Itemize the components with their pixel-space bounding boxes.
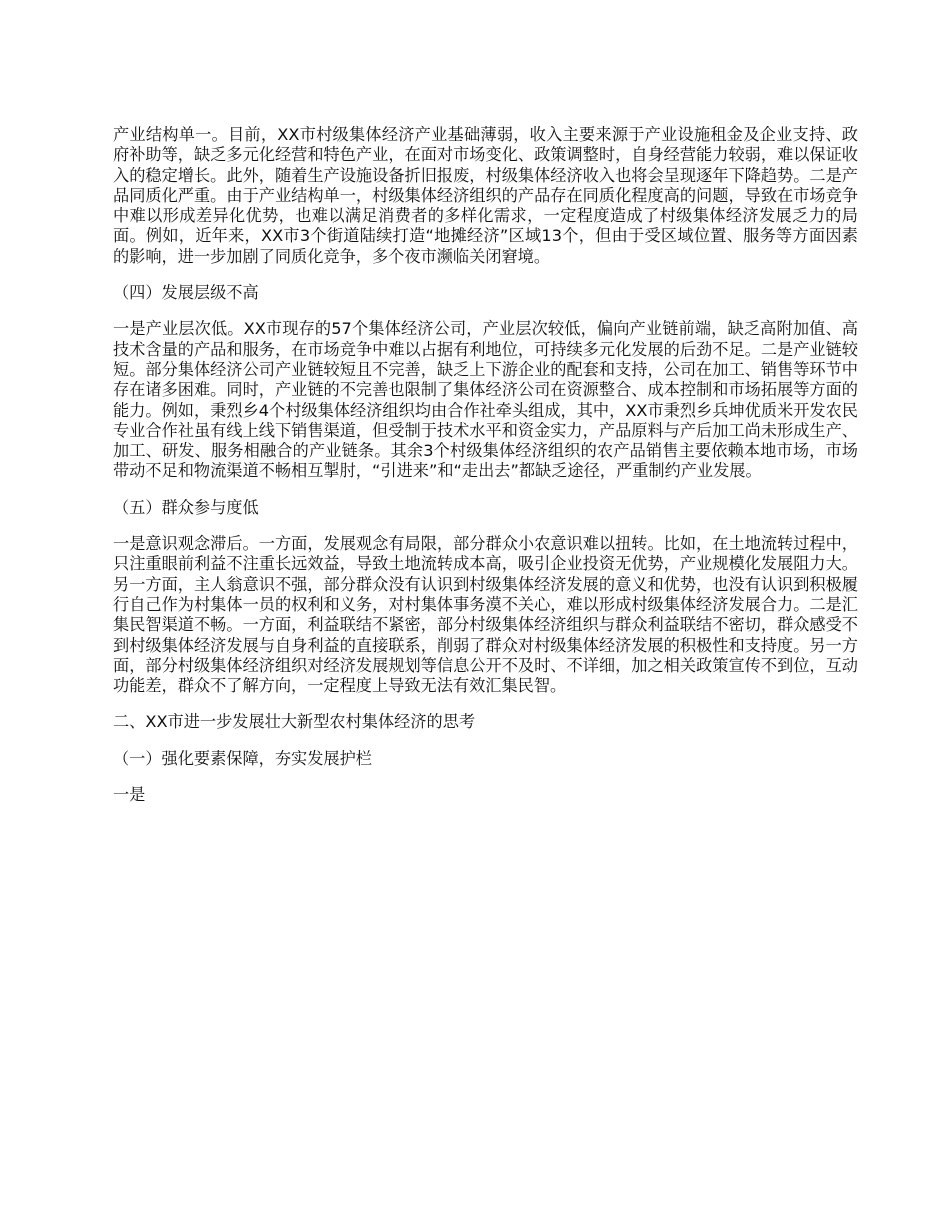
paragraph-public-participation: 一是意识观念滞后。一方面，发展观念有局限，部分群众小农意识难以扭转。比如，在土地流转过程中，只注重眼前利益不注重长远效益，导致土地流转成本高，吸引企业投资无优势，产业规模化发展阻力大。另一方面，主人翁意识不强，部分群众没有认识到村级集体经济发展的意义和优势，也没有认识到积极履行自己作为村集体一员的权利和义务，对村集体事务漠不关心，难以形成村级集体经济发展合力。二是汇集民智渠道不畅。一方面，利益联结不紧密，部分村级集体经济组织与群众利益联结不密切，群众感受不到村级集体经济发展与自身利益的直接联系，削弱了群众对村级集体经济发展的积极性和支持度。另一方面，部分村级集体经济组织对经济发展规划等信息公开不及时、不详细，加之相关政策宣传不到位，互动功能差，群众不了解方向，一定程度上导致无法有效汇集民智。 bbox=[113, 534, 858, 696]
heading-public-participation: （五）群众参与度低 bbox=[113, 497, 259, 517]
paragraph-start-first: 一是 bbox=[113, 785, 146, 805]
subheading-strengthen-factors: （一）强化要素保障，夯实发展护栏 bbox=[113, 748, 372, 768]
section-heading-thoughts: 二、XX市进一步发展壮大新型农村集体经济的思考 bbox=[113, 712, 476, 732]
document-page bbox=[113, 125, 858, 805]
paragraph-industry-structure: 产业结构单一。目前，XX市村级集体经济产业基础薄弱，收入主要来源于产业设施租金及企业支持、政府补助等，缺乏多元化经营和特色产业，在面对市场变化、政策调整时，自身经营能力较弱，难以保证收入的稳定增长。此外，随着生产设施设备折旧报废，村级集体经济收入也将会呈现逐年下降趋势。二是产品同质化严重。由于产业结构单一，村级集体经济组织的产品存在同质化程度高的问题，导致在市场竞争中难以形成差异化优势，也难以满足消费者的多样化需求，一定程度造成了村级集体经济发展乏力的局面。例如，近年来，XX市3个街道陆续打造“地摊经济”区域13个，但由于受区域位置、服务等方面因素的影响，进一步加剧了同质化竞争，多个夜市濒临关闭窘境。 bbox=[113, 125, 858, 266]
heading-development-level: （四）发展层级不高 bbox=[113, 283, 259, 303]
paragraph-development-level: 一是产业层次低。XX市现存的57个集体经济公司，产业层次较低，偏向产业链前端，缺乏高附加值、高技术含量的产品和服务，在市场竞争中难以占据有利地位，可持续多元化发展的后劲不足。二是产业链较短。部分集体经济公司产业链较短且不完善，缺乏上下游企业的配套和支持，公司在加工、销售等环节中存在诸多困难。同时，产业链的不完善也限制了集体经济公司在资源整合、成本控制和市场拓展等方面的能力。例如，秉烈乡4个村级集体经济组织均由合作社牵头组成，其中，XX市秉烈乡兵坤优质米开发农民专业合作社虽有线上线下销售渠道，但受制于技术水平和资金实力，产品原料与产后加工尚未形成生产、加工、研发、服务相融合的产业链条。其余3个村级集体经济组织的农产品销售主要依赖本地市场，市场带动不足和物流渠道不畅相互掣肘，“引进来”和“走出去”都缺乏途径，严重制约产业发展。 bbox=[113, 319, 858, 481]
